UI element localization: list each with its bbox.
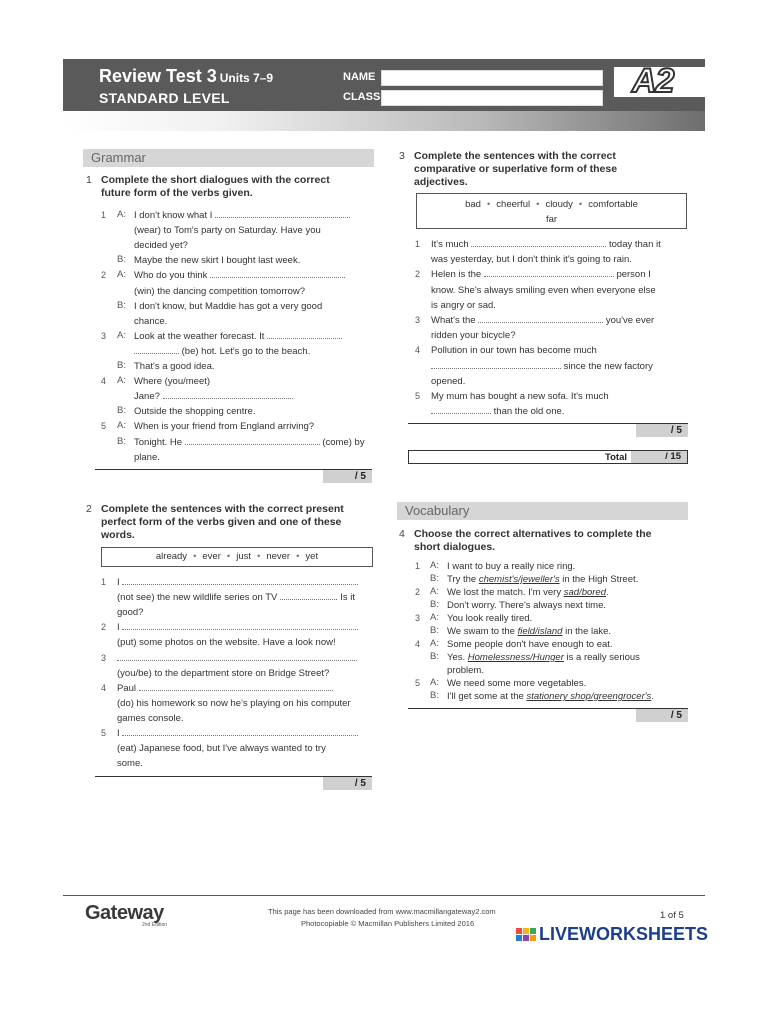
sentence-line: I [117,726,358,741]
word-option: yet [305,551,319,562]
item-number: 5 [101,728,107,738]
item-number: 3 [101,652,107,663]
answer-blank[interactable] [215,209,350,218]
download-note: This page has been downloaded from www.macmillangateway2.com [268,907,496,916]
speaker-label: B: [117,435,126,447]
speaker-label: A: [117,375,126,387]
answer-blank[interactable] [139,682,333,691]
item-number: 4 [101,682,107,693]
item-number: 5 [415,391,421,401]
word-option: ever [202,551,221,562]
dialogue-line: Some people don't have enough to eat. [447,639,613,650]
liveworksheets-grid-icon [516,928,536,941]
page-number: 1 of 5 [660,910,684,921]
choice-alternatives[interactable]: chemist's/jeweller's [478,574,560,585]
speaker-label: B: [430,690,439,701]
sentence-line: games console. [117,712,184,724]
word-option: cloudy [545,199,573,210]
speaker-label: A: [117,269,126,281]
sentence-line: is angry or sad. [431,299,496,311]
vocabulary-section-bar: Vocabulary [397,502,688,520]
q4-score: / 5 [636,709,688,722]
speaker-label: B: [430,573,439,584]
item-number: 3 [415,613,421,623]
item-number: 2 [415,587,421,597]
sentence-line: (put) some photos on the website. Have a look now! [117,637,336,649]
item-number: 4 [415,345,421,356]
choice-alternatives[interactable]: stationery shop/greengrocer's [526,691,652,702]
dialogue-line: Look at the weather forecast. It [134,329,342,344]
dialogue-line: problem. [447,665,484,676]
sentence-line [117,651,357,666]
dialogue-line: That's a good idea. [134,361,215,372]
speaker-label: A: [117,329,126,341]
sentence-line: opened. [431,375,466,387]
test-title: Review Test 3 Units 7–9 [99,66,274,86]
item-number: 1 [415,561,421,571]
gateway-logo: Gateway [85,902,164,924]
speaker-label: B: [430,625,439,636]
item-number: 4 [101,376,107,387]
dialogue-line: (win) the dancing competition tomorrow? [134,285,306,297]
answer-blank[interactable] [134,345,179,354]
bullet: • [296,551,300,562]
bullet: • [193,551,197,562]
q3-instruction: 3 Complete the sentences with the correct comparative or superlative form of these adjectives. [399,150,618,188]
answer-blank[interactable] [163,390,293,399]
answer-blank[interactable] [478,314,603,323]
header-gradient [63,111,705,131]
sentence-line: (not see) the new wildlife series on TV . Is it [117,592,356,604]
speaker-label: B: [430,599,439,610]
dialogue-line: We lost the match. I'm very sad/bored. [447,587,609,598]
sentence-line: than the old one. [431,404,564,419]
q3-word-box [416,193,687,229]
speaker-label: A: [430,677,439,688]
speaker-label: B: [117,360,126,371]
answer-blank[interactable] [267,330,342,339]
speaker-label: B: [117,405,126,417]
dialogue-line: Where (you/meet) [134,376,211,388]
speaker-label: A: [430,638,439,649]
word-option: far [545,214,558,225]
dialogue-line: I don't know, but Maddie has got a very good [134,300,323,312]
sentence-line: It's much today than it [431,239,661,250]
item-number: 1 [101,577,107,587]
sentence-line: was yesterday, but I don't think it's going to rain. [431,254,632,266]
dialogue-line: Don't worry. There's always next time. [447,600,607,611]
name-label: NAME [343,71,376,83]
item-number: 5 [101,421,107,432]
class-label: CLASS [343,91,381,103]
sentence-line: My mum has bought a new sofa. It's much [431,391,609,402]
answer-blank[interactable] [210,269,345,278]
sentence-line: Paul [117,681,333,696]
sentence-line: What's the you've ever [431,315,655,326]
word-option: just [236,551,251,562]
sentence-line: (do) his homework so now he's playing on his computer [117,697,351,709]
dialogue-line: (be) hot. Let's go to the beach. [134,344,310,359]
dialogue-line: When is your friend from England arriving? [134,421,315,433]
grammar-section-bar: Grammar [83,149,374,167]
sentence-line: I [117,575,358,590]
item-number: 2 [101,270,107,281]
speaker-label: A: [430,612,439,623]
choice-alternatives[interactable]: field/island [517,626,563,637]
answer-blank[interactable] [122,576,358,585]
sentence-line: ridden your bicycle? [431,330,516,342]
word-row [417,212,686,227]
q1-score: / 5 [323,470,372,483]
dialogue-line: plane. [134,451,160,463]
sentence-line: (eat) Japanese food, but I've always wanted to try [117,743,326,755]
sentence-line: (you/be) to the department store on Bridge Street? [117,667,330,679]
total-label: Total [605,452,627,463]
dialogue-line: I don't know what I [134,208,350,223]
name-field[interactable] [381,70,603,86]
class-field[interactable] [381,90,603,106]
answer-blank[interactable] [117,652,357,661]
dialogue-line: Maybe the new skirt I bought last week. [134,255,301,267]
answer-blank[interactable] [431,360,561,369]
sentence-line: since the new factory [431,359,653,374]
item-number: 5 [415,678,421,688]
dialogue-line: You look really tired. [447,613,533,624]
item-number: 3 [415,315,421,325]
item-number: 2 [415,269,421,280]
sentence-line: some. [117,758,143,770]
sentence-line: know. She's always smiling even when everyone else [431,284,656,296]
dialogue-line: Try the chemist's/jeweller's in the High Street. [447,574,639,585]
footer-rule [63,895,705,896]
sentence-line: good? [117,607,144,619]
item-number: 4 [415,639,421,649]
dialogue-line: I'll get some at the stationery shop/greengrocer's. [447,691,654,702]
speaker-label: A: [117,420,126,432]
speaker-label: A: [430,560,439,571]
q4-instruction: 4 Choose the correct alternatives to complete the short dialogues. [399,528,652,553]
q1-instruction: 1 Complete the short dialogues with the correct future form of the verbs given. [86,174,330,199]
q2-score: / 5 [323,777,372,790]
q3-score: / 5 [636,424,688,437]
bullet: • [486,199,491,210]
answer-blank[interactable] [122,727,358,736]
item-number: 2 [101,622,107,633]
bullet: • [578,199,583,210]
word-option: bad [465,199,481,210]
choice-alternatives[interactable]: Homelessness/Hunger [467,652,564,663]
answer-blank[interactable] [431,405,491,414]
copyright-note: Photocopiable © Macmillan Publishers Limited 2016 [301,919,475,928]
dialogue-line: We swam to the field/island in the lake. [447,626,612,637]
dialogue-line: (wear) to Tom's party on Saturday. Have you [134,225,321,237]
dialogue-line: chance. [134,315,168,327]
dialogue-line: Yes. Homelessness/Hunger is a really serious [447,652,640,663]
answer-blank[interactable] [122,621,358,630]
bullet: • [226,551,231,562]
answer-blank[interactable] [484,268,614,277]
answer-blank[interactable] [185,436,320,445]
word-option: already [155,551,188,562]
bullet: • [257,551,261,562]
dialogue-line: Jane? [134,389,293,404]
dialogue-line: decided yet? [134,240,188,252]
dialogue-line: We need some more vegetables. [447,678,587,689]
speaker-label: B: [430,651,439,662]
word-option: comfortable [588,199,638,210]
sentence-line: Helen is the person I [431,269,651,281]
liveworksheets-logo: LIVEWORKSHEETS [516,924,708,945]
total-box [408,450,688,464]
item-number: 1 [101,210,107,220]
q2-word-box [101,547,373,567]
level-badge: A2 [614,67,705,97]
speaker-label: A: [430,586,439,597]
answer-blank[interactable] [471,238,606,247]
dialogue-line: Who do you think [134,268,345,283]
speaker-label: B: [117,299,126,311]
speaker-label: B: [117,254,126,266]
dialogue-line: I want to buy a really nice ring. [447,561,576,572]
item-number: 1 [415,239,421,249]
sentence-line: I [117,620,358,635]
bullet: • [536,199,540,210]
answer-blank[interactable] [280,591,335,600]
test-level: STANDARD LEVEL [99,90,230,106]
word-option: cheerful [496,199,531,210]
q2-instruction: 2 Complete the sentences with the correct present perfect form of the verbs given and one of these words. [86,503,344,541]
sentence-line: Pollution in our town has become much [431,345,597,357]
dialogue-line: Outside the shopping centre. [134,406,256,418]
speaker-label: A: [117,209,126,220]
item-number: 3 [101,330,107,341]
choice-alternatives[interactable]: sad/bored [563,587,606,598]
word-row [417,197,686,212]
gateway-edition: 2nd Edition [142,922,168,928]
word-option: never [266,551,291,562]
dialogue-line: Tonight. He (come) by [134,436,365,448]
total-score: / 15 [631,451,687,463]
